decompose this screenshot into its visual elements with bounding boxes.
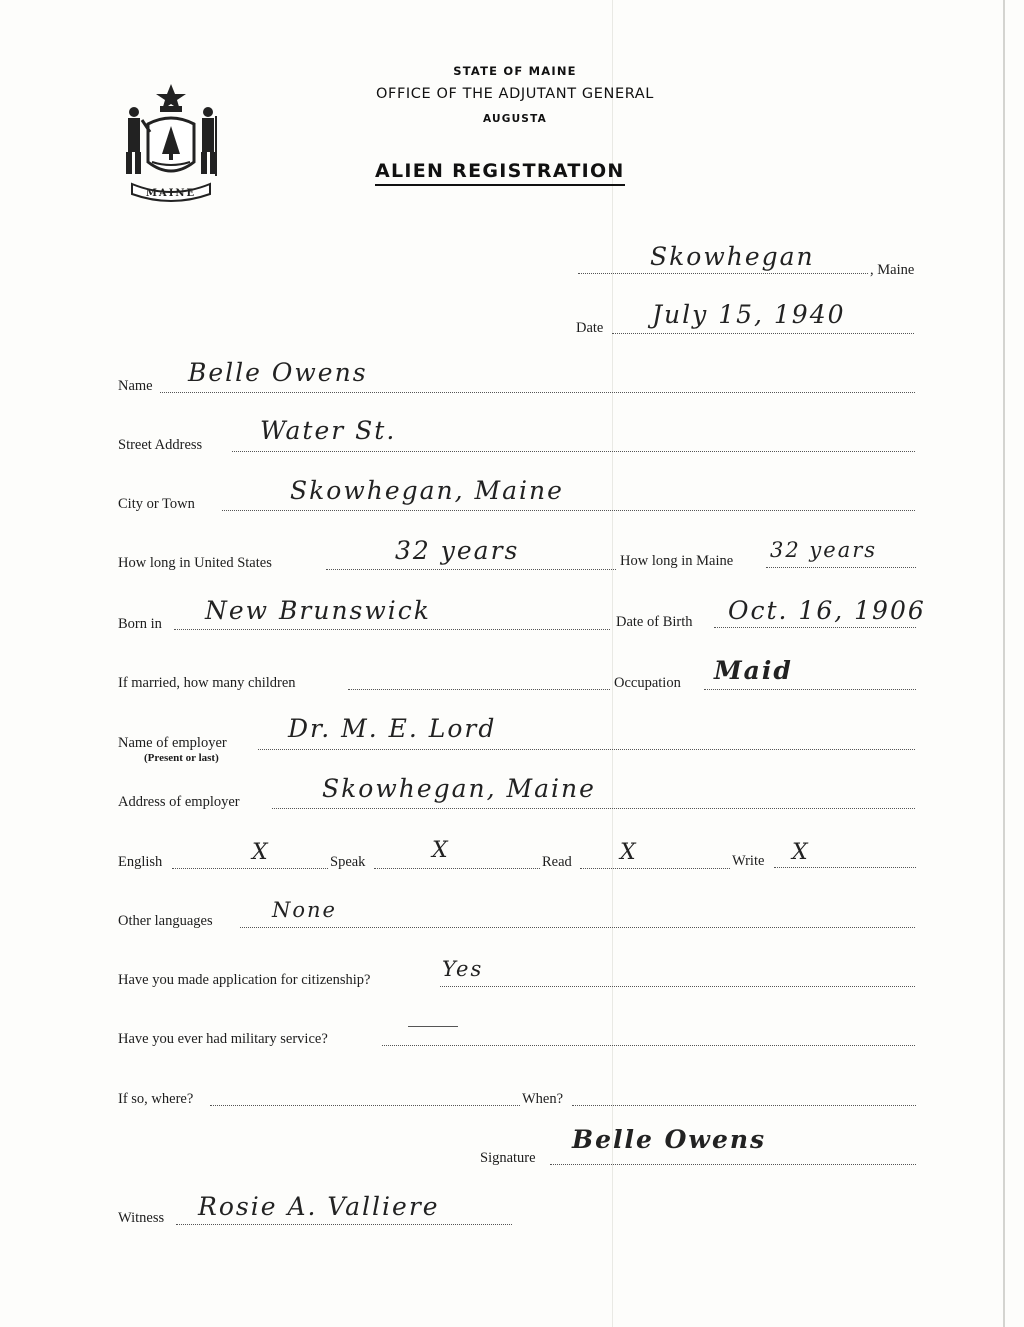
where-line <box>210 1105 520 1106</box>
occupation-label: Occupation <box>614 675 681 691</box>
signature-label: Signature <box>480 1150 536 1166</box>
seal-banner-text: MAINE <box>145 188 197 199</box>
form-title: ALIEN REGISTRATION <box>375 160 625 186</box>
name-value: Belle Owens <box>188 358 368 387</box>
employer-line <box>258 749 915 750</box>
employer-label: Name of employer <box>118 735 227 751</box>
city-label: City or Town <box>118 496 195 512</box>
military-dash <box>408 1026 458 1027</box>
when-line <box>572 1105 916 1106</box>
citizenship-value: Yes <box>442 957 484 981</box>
employer-sub-label: (Present or last) <box>144 752 219 764</box>
signature-value: Belle Owens <box>572 1125 767 1154</box>
english-label: English <box>118 854 163 870</box>
born-value: New Brunswick <box>205 596 431 625</box>
english-line <box>172 868 328 869</box>
town-value: Skowhegan <box>650 242 815 271</box>
us-value: 32 years <box>395 536 520 565</box>
city-value: Skowhegan, Maine <box>290 476 564 505</box>
street-value: Water St. <box>260 416 397 445</box>
emp-addr-label: Address of employer <box>118 794 240 810</box>
name-line <box>160 392 915 393</box>
military-line <box>382 1045 915 1046</box>
emp-addr-value: Skowhegan, Maine <box>322 774 596 803</box>
speak-line <box>374 868 540 869</box>
military-label: Have you ever had military service? <box>118 1031 328 1047</box>
town-suffix: , Maine <box>870 262 915 278</box>
date-value: July 15, 1940 <box>652 300 846 329</box>
other-lang-value: None <box>272 898 337 922</box>
maine-label: How long in Maine <box>620 553 734 569</box>
us-label: How long in United States <box>118 555 272 571</box>
read-check: X <box>620 840 636 865</box>
witness-label: Witness <box>118 1210 165 1226</box>
witness-value: Rosie A. Valliere <box>198 1192 440 1221</box>
town-line <box>578 273 868 274</box>
witness-line <box>176 1224 512 1225</box>
dob-value: Oct. 16, 1906 <box>728 596 926 625</box>
write-check: X <box>792 840 808 865</box>
english-check: X <box>252 840 268 865</box>
name-label: Name <box>118 378 153 394</box>
occupation-line <box>704 689 916 690</box>
born-line <box>174 629 610 630</box>
children-label: If married, how many children <box>118 675 296 691</box>
signature-line <box>550 1164 916 1165</box>
date-label: Date <box>576 320 604 336</box>
speak-check: X <box>432 838 448 863</box>
street-line <box>232 451 915 452</box>
emp-addr-line <box>272 808 915 809</box>
city-line <box>222 510 915 511</box>
dob-label: Date of Birth <box>616 614 693 630</box>
state-seal-icon <box>112 76 230 206</box>
citizenship-line <box>440 986 915 987</box>
street-label: Street Address <box>118 437 203 453</box>
header-city: AUGUSTA <box>483 113 547 125</box>
occupation-value: Maid <box>714 656 793 685</box>
read-line <box>580 868 730 869</box>
when-label: When? <box>522 1091 564 1107</box>
dob-line <box>714 627 916 628</box>
date-line <box>612 333 914 334</box>
children-line <box>348 689 610 690</box>
write-line <box>774 867 916 868</box>
maine-line <box>766 567 916 568</box>
where-label: If so, where? <box>118 1091 194 1107</box>
other-lang-line <box>240 927 915 928</box>
read-label: Read <box>542 854 572 870</box>
header-office: OFFICE OF THE ADJUTANT GENERAL <box>376 86 654 102</box>
speak-label: Speak <box>330 854 366 870</box>
born-label: Born in <box>118 616 162 632</box>
us-line <box>326 569 616 570</box>
other-lang-label: Other languages <box>118 913 213 929</box>
maine-value: 32 years <box>770 538 878 562</box>
header-state: STATE OF MAINE <box>453 64 577 78</box>
citizenship-label: Have you made application for citizenship? <box>118 972 371 988</box>
paper-edge <box>1003 0 1005 1327</box>
employer-value: Dr. M. E. Lord <box>288 714 497 743</box>
write-label: Write <box>732 853 765 869</box>
